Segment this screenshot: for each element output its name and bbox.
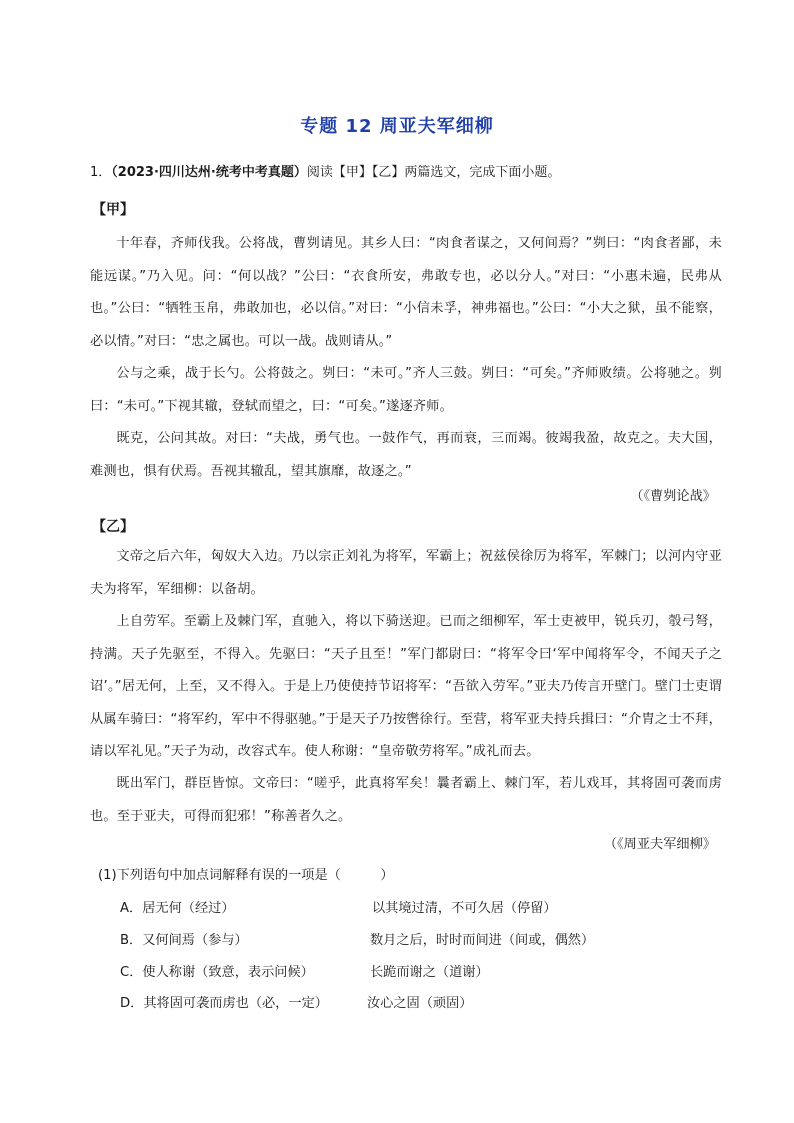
option-right: 汝心之固（顽固） (367, 996, 473, 1011)
option-right: 以其境过清，不可久居（停留） (372, 901, 557, 916)
sub-question-stem: (1)下列语句中加点词解释有误的一项是（ ） (98, 868, 394, 883)
option-left: D．其将固可袭而虏也（必，一定） (120, 996, 328, 1011)
option-right: 数月之后，时时而间进（间或，偶然） (370, 933, 595, 948)
yi-paragraph: 既出军门，群臣皆惊。文帝曰：“嗟乎，此真将军矣！曩者霸上、棘门军，若儿戏耳，其将固可袭而虏也。至于亚夫，可得而犯邪！”称善者久之。 (90, 776, 722, 824)
yi-paragraph: 上自劳军。至霸上及棘门军，直驰入，将以下骑送迎。已而之细柳军，军士吏被甲，锐兵刃，彀弓弩，持满。天子先驱至，不得入。先驱曰：“天子且至！”军门都尉曰：“将军令曰‘军中闻将军令，不闻天子之诏’。”居无何，上至，又不得入。于是上乃使使持节诏将军：“吾欲入劳军。”亚夫乃传言开壁门。壁门士吏谓从属车骑曰：“将军约，军中不得驱驰。”于是天子乃按辔徐行。至营，将军亚夫持兵揖曰：“介胄之士不拜，请以军礼见。”天子为动，改容式车。使人称谢：“皇帝敬劳将军。”成礼而去。 (90, 614, 722, 759)
option-left: A．居无何（经过） (120, 901, 235, 916)
option-left: C．使人称谢（致意，表示问候） (120, 965, 314, 980)
yi-citation: （《周亚夫军细柳》 (603, 837, 716, 852)
section-jia-tag: 【甲】 (92, 202, 134, 218)
jia-paragraph: 公与之乘，战于长勺。公将鼓之。刿曰：“未可。”齐人三鼓。刿曰：“可矣。”齐师败绩。公将驰之。刿曰：“未可。”下视其辙，登轼而望之，曰：“可矣。”遂逐齐师。 (90, 366, 722, 414)
jia-paragraph: 十年春，齐师伐我。公将战，曹刿请见。其乡人曰：“肉食者谋之，又何间焉？”刿曰：“肉食者鄙，未能远谋。”乃入见。问：“何以战？”公曰：“衣食所安，弗敢专也，必以分人。”对曰：“小惠未遍，民弗从也。”公曰：“牺牲玉帛，弗敢加也，必以信。”对曰：“小信未孚，神弗福也。”公曰：“小大之狱，虽不能察，必以情。”对曰：“忠之属也。可以一战。战则请从。” (90, 236, 722, 349)
question-number: 1． (90, 165, 112, 180)
jia-citation: （《曹刿论战》 (630, 489, 716, 504)
question-instruction: 阅读【甲】【乙】两篇选文，完成下面小题。 (306, 165, 561, 180)
section-yi-tag: 【乙】 (92, 519, 134, 535)
option-left: B．又何间焉（参与） (120, 933, 248, 948)
question-source: （2023·四川达州·统考中考真题） (111, 165, 307, 180)
question-intro (90, 163, 730, 183)
yi-paragraph: 文帝之后六年，匈奴大入边。乃以宗正刘礼为将军，军霸上；祝兹侯徐厉为将军，军棘门；以河内守亚夫为将军，军细柳：以备胡。 (90, 549, 722, 597)
option-right: 长跪而谢之（道谢） (370, 965, 489, 980)
page-title: 专题 12 周亚夫军细柳 (300, 116, 494, 137)
jia-paragraph: 既克，公问其故。对曰：“夫战，勇气也。一鼓作气，再而衰，三而竭。彼竭我盈，故克之。夫大国，难测也，惧有伏焉。吾视其辙乱，望其旗靡，故逐之。” (90, 431, 722, 479)
